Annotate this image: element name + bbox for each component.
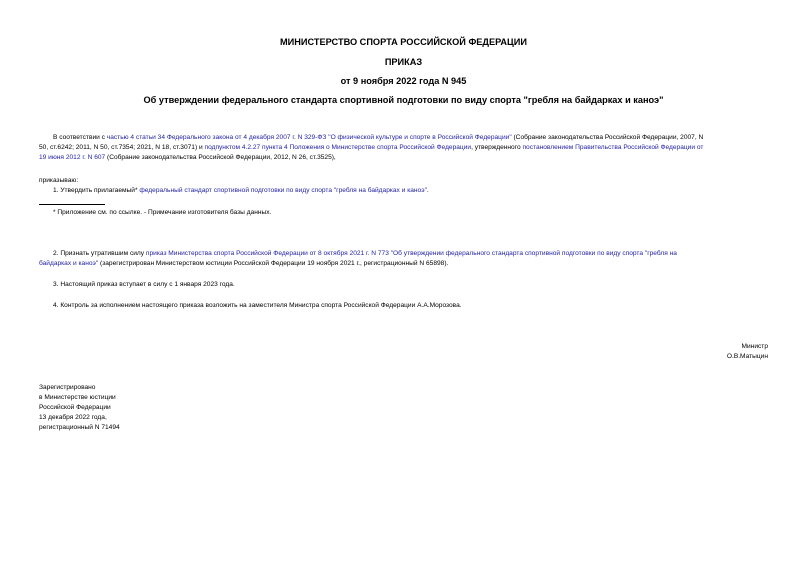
ministry-title: МИНИСТЕРСТВО СПОРТА РОССИЙСКОЙ ФЕДЕРАЦИИ — [280, 37, 527, 47]
doc-date-number: от 9 ноября 2022 года N 945 — [340, 76, 467, 86]
signature-position: Министр — [741, 343, 768, 350]
preamble-text-1: В соответствии с — [53, 134, 107, 141]
order-773-link-part2[interactable]: байдарках и каноэ" — [39, 260, 99, 267]
registration-line-1: Зарегистрировано — [39, 384, 96, 391]
preamble-paragraph — [39, 133, 768, 163]
preamble-text-2: (Собрание законодательства Российской Федерации, 2007, N — [511, 134, 704, 141]
footnote-separator — [39, 204, 105, 205]
doc-type-title: ПРИКАЗ — [384, 57, 423, 67]
law-329-fz-link[interactable]: частью 4 статьи 34 Федерального закона от 4 декабря 2007 г. N 329-ФЗ "О физической культуре и спорте в Российской Федерации" — [106, 134, 512, 141]
item-3: 3. Настоящий приказ вступает в силу с 1 января 2023 года. — [53, 281, 235, 288]
item-1-end: . — [426, 187, 429, 194]
signature-name: О.В.Матыцин — [726, 353, 768, 360]
item-4: 4. Контроль за исполнением настоящего приказа возложить на заместителя Министра спорта Российской Федерации А.А.Морозова. — [53, 302, 462, 309]
government-decree-link-part2[interactable]: 19 июня 2012 г. N 607 — [39, 154, 106, 161]
item-1 — [39, 186, 768, 196]
preamble-text-4: , утвержденного — [471, 144, 523, 151]
preamble-text-5: (Собрание законодательства Российской Федерации, 2012, N 26, ст.3525), — [105, 154, 336, 161]
registration-line-4: 13 декабря 2022 года, — [39, 414, 107, 421]
registration-line-5: регистрационный N 71494 — [39, 424, 120, 431]
order-773-link-part1[interactable]: приказ Министерства спорта Российской Федерации от 8 октября 2021 г. N 773 "Об утверждении федерального стандарта спортивной подготовки по виду спорта "гребля на — [145, 250, 677, 257]
government-decree-link-part1[interactable]: постановлением Правительства Российской Федерации от — [522, 144, 704, 151]
order-word: приказываю: — [39, 177, 79, 184]
item-1-text: 1. Утвердить прилагаемый* — [53, 187, 140, 194]
registration-line-2: в Министерстве юстиции — [39, 394, 116, 401]
regulation-subparagraph-link[interactable]: подпунктом 4.2.27 пункта 4 Положения о Министерстве спорта Российской Федерации — [204, 144, 472, 151]
item-2-end: (зарегистрирован Министерством юстиции Российской Федерации 19 ноября 2021 г., регистрационный N 65898). — [98, 260, 449, 267]
item-2-text: 2. Признать утратившим силу — [53, 250, 146, 257]
item-2 — [39, 249, 768, 269]
federal-standard-link[interactable]: федеральный стандарт спортивной подготовки по виду спорта "гребля на байдарках и каноэ" — [139, 187, 427, 194]
preamble-text-3: 50, ст.6242; 2011, N 50, ст.7354; 2021, N 18, ст.3071) и — [39, 144, 205, 151]
doc-subject: Об утверждении федерального стандарта спортивной подготовки по виду спорта "гребля на байдарках и каноэ" — [143, 95, 664, 105]
registration-line-3: Российской Федерации — [39, 404, 111, 411]
footnote-text: * Приложение см. по ссылке. - Примечание изготовителя базы данных. — [53, 209, 272, 216]
